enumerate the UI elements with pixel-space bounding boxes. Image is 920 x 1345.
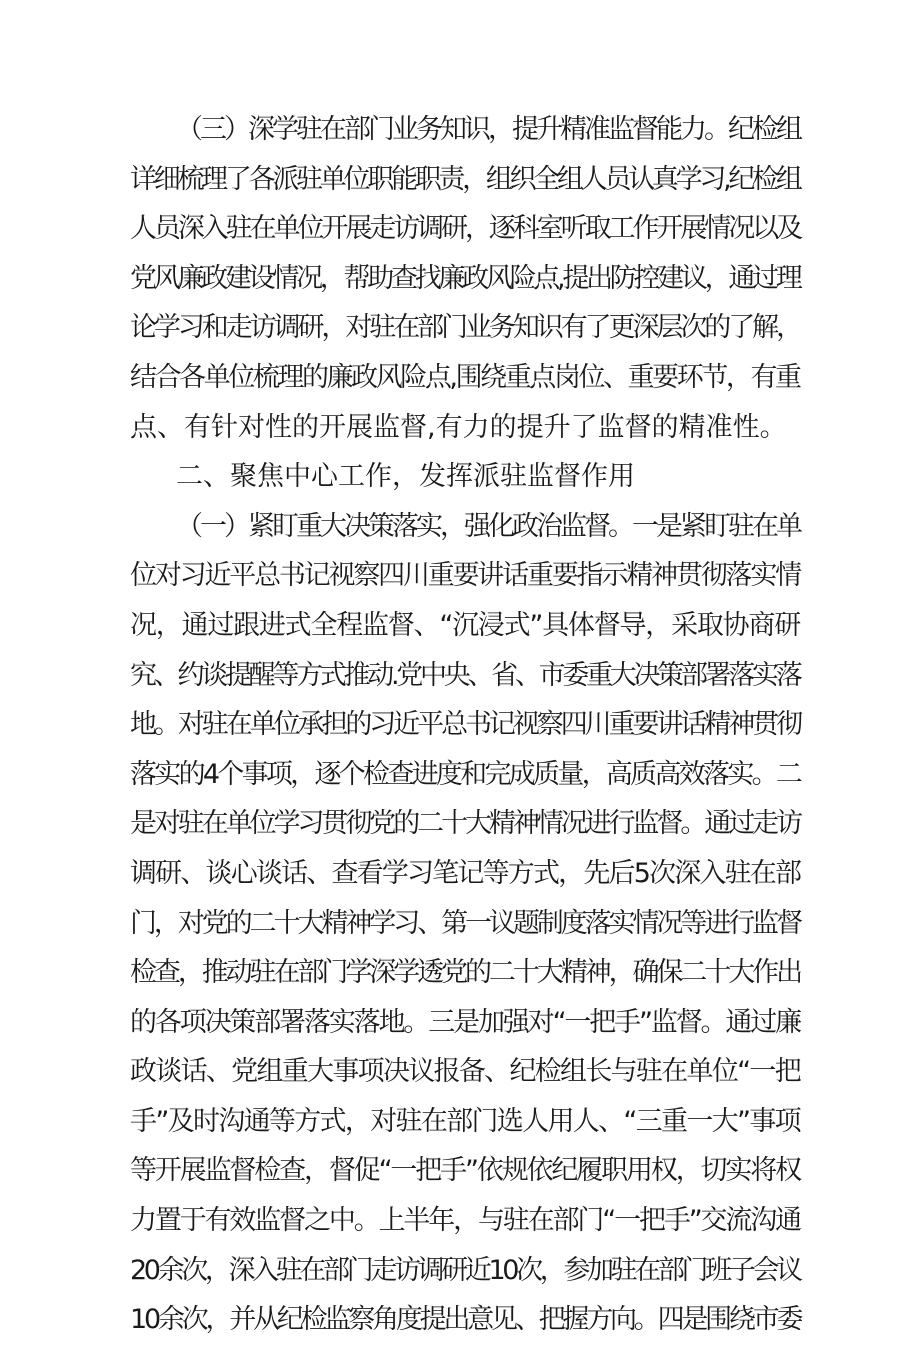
text-line: 门，对党的二十大精神学习、第一议题制度落实情况等进行监督 <box>130 907 800 939</box>
text-line: 等开展监督检查，督促“一把手”依规依纪履职用权，切实将权 <box>130 1155 800 1187</box>
text-line: 位对习近平总书记视察四川重要讲话重要指示精神贯彻落实情 <box>130 560 800 592</box>
text-line: 地。对驻在单位承担的习近平总书记视察四川重要讲话精神贯彻 <box>130 709 800 741</box>
text-line: 手”及时沟通等方式，对驻在部门选人用人、“三重一大”事项 <box>130 1105 800 1137</box>
text-line: 人员深入驻在单位开展走访调研，逐科室听取工作开展情况以及 <box>130 213 800 245</box>
text-line: 落实的4个事项，逐个检查进度和完成质量，高质高效落实。二 <box>130 758 801 790</box>
text-line: 论学习和走访调研，对驻在部门业务知识有了更深层次的了解， <box>130 312 800 344</box>
text-line: （三）深学驻在部门业务知识，提升精准监督能力。纪检组 <box>176 114 800 145</box>
text-line: 政谈话、党组重大事项决议报备、纪检组长与驻在单位“一把 <box>130 1056 800 1088</box>
text-line: 10余次，并从纪检监察角度提出意见、把握方向。四是围绕市委 <box>130 1304 801 1336</box>
text-line: 结合各单位梳理的廉政风险点,围绕重点岗位、重要环节，有重 <box>130 361 800 393</box>
text-line: 是对驻在单位学习贯彻党的二十大精神情况进行监督。通过走访 <box>130 808 800 840</box>
text-line: 点、有针对性的开展监督,有力的提升了监督的精准性。 <box>130 411 787 443</box>
text-line: （一）紧盯重大决策落实，强化政治监督。一是紧盯驻在单 <box>176 510 800 542</box>
text-line: 详细梳理了各派驻单位职能职责，组织全组人员认真学习,纪检组 <box>130 163 800 195</box>
text-line: 20余次，深入驻在部门走访调研近10次，参加驻在部门班子会议 <box>130 1254 800 1286</box>
text-line: 究、约谈提醒等方式推动.党中央、省、市委重大决策部署落实落 <box>130 659 800 691</box>
text-line: 力置于有效监督之中。上半年，与驻在部门“一把手”交流沟通 <box>130 1205 800 1237</box>
text-line: 调研、谈心谈话、查看学习笔记等方式，先后5次深入驻在部 <box>130 857 801 889</box>
text-line: 二、聚焦中心工作，发挥派驻监督作用 <box>176 461 635 493</box>
body-text <box>130 105 800 1345</box>
text-line: 党风廉政建设情况，帮助查找廉政风险点,提出防控建议，通过理 <box>130 262 800 294</box>
text-line: 检查，推动驻在部门学深学透党的二十大精神，确保二十大作出 <box>130 957 800 989</box>
text-line: 的各项决策部署落实落地。三是加强对“一把手”监督。通过廉 <box>130 1006 800 1038</box>
text-line: 况，通过跟进式全程监督、“沉浸式”具体督导，采取协商研 <box>130 609 800 641</box>
